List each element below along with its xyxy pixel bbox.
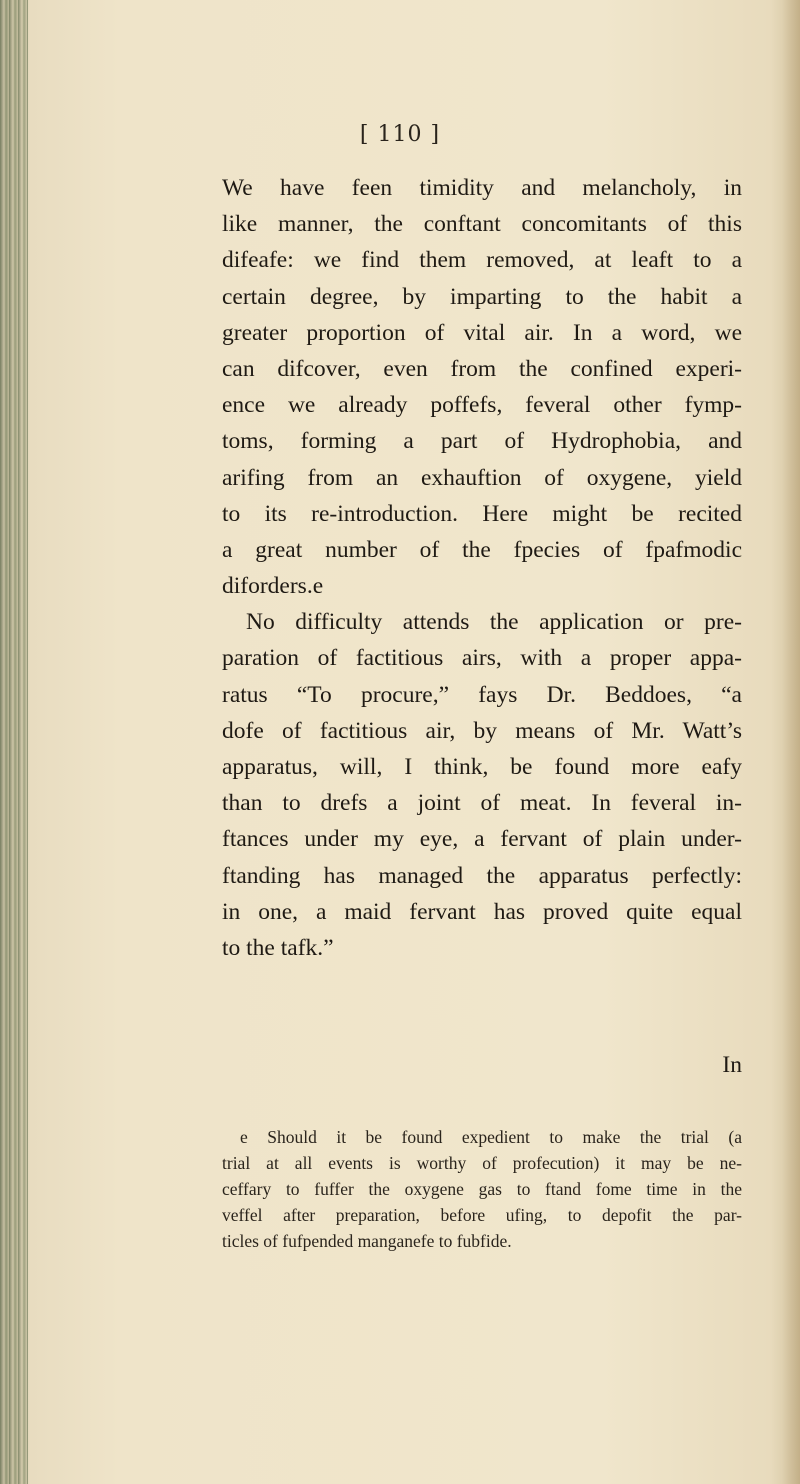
text-line: We have feen timidity and melancholy, in bbox=[222, 175, 742, 201]
footnote-line: e Should it be found expedient to make the trial (a bbox=[240, 1127, 742, 1147]
text-line: ratus “To procure,” fays Dr. Beddoes, “a bbox=[222, 681, 742, 708]
text-line: greater proportion of vital air. In a word, we bbox=[222, 319, 742, 346]
text-line: a great number of the fpecies of fpafmodic bbox=[222, 536, 742, 563]
text-line: in one, a maid fervant has proved quite equal bbox=[222, 898, 742, 925]
text-line: ence we already poffefs, feveral other fymp- bbox=[222, 392, 742, 419]
text-line: certain degree, by imparting to the habit a bbox=[222, 283, 742, 310]
text-line: toms, forming a part of Hydrophobia, and bbox=[222, 428, 742, 455]
text-line: ftanding has managed the apparatus perfectly: bbox=[222, 862, 742, 889]
text-line: No difficulty attends the application or pre- bbox=[246, 609, 742, 636]
text-line: like manner, the conftant concomitants of this bbox=[222, 211, 742, 238]
text-line: to its re-introduction. Here might be recited bbox=[222, 500, 742, 527]
footnote bbox=[222, 1124, 742, 1254]
main-text bbox=[222, 170, 742, 966]
text-line: diforders.e bbox=[222, 573, 324, 600]
text-line: than to drefs a joint of meat. In feveral in- bbox=[222, 790, 742, 817]
footnote-line: ceffary to fuffer the oxygene gas to ftand fome time in the bbox=[222, 1179, 742, 1199]
text-line: dofe of factitious air, by means of Mr. Watt’s bbox=[222, 717, 742, 744]
text-line: paration of factitious airs, with a proper appa- bbox=[222, 645, 742, 672]
page-number: [ 110 ] bbox=[359, 122, 441, 147]
text-line: arifing from an exhauftion of oxygene, yield bbox=[222, 464, 742, 491]
page-gutter-edge bbox=[0, 0, 28, 1484]
page-outer-edge bbox=[782, 0, 800, 1484]
text-line: difeafe: we find them removed, at leaft to a bbox=[222, 247, 742, 274]
paragraph-1 bbox=[222, 170, 742, 604]
text-line: to the tafk.” bbox=[222, 934, 334, 961]
footnote-line: veffel after preparation, before ufing, to depofit the par- bbox=[222, 1205, 742, 1225]
catchword: In bbox=[722, 1052, 742, 1078]
paragraph-2 bbox=[222, 604, 742, 966]
footnote-line: trial at all events is worthy of profecution) it may be ne- bbox=[222, 1153, 742, 1173]
text-line: ftances under my eye, a fervant of plain under- bbox=[222, 826, 742, 853]
text-line: apparatus, will, I think, be found more eafy bbox=[222, 754, 742, 780]
text-line: can difcover, even from the confined experi- bbox=[222, 355, 742, 382]
footnote-line: ticles of fufpended manganefe to fubfide. bbox=[222, 1231, 512, 1251]
